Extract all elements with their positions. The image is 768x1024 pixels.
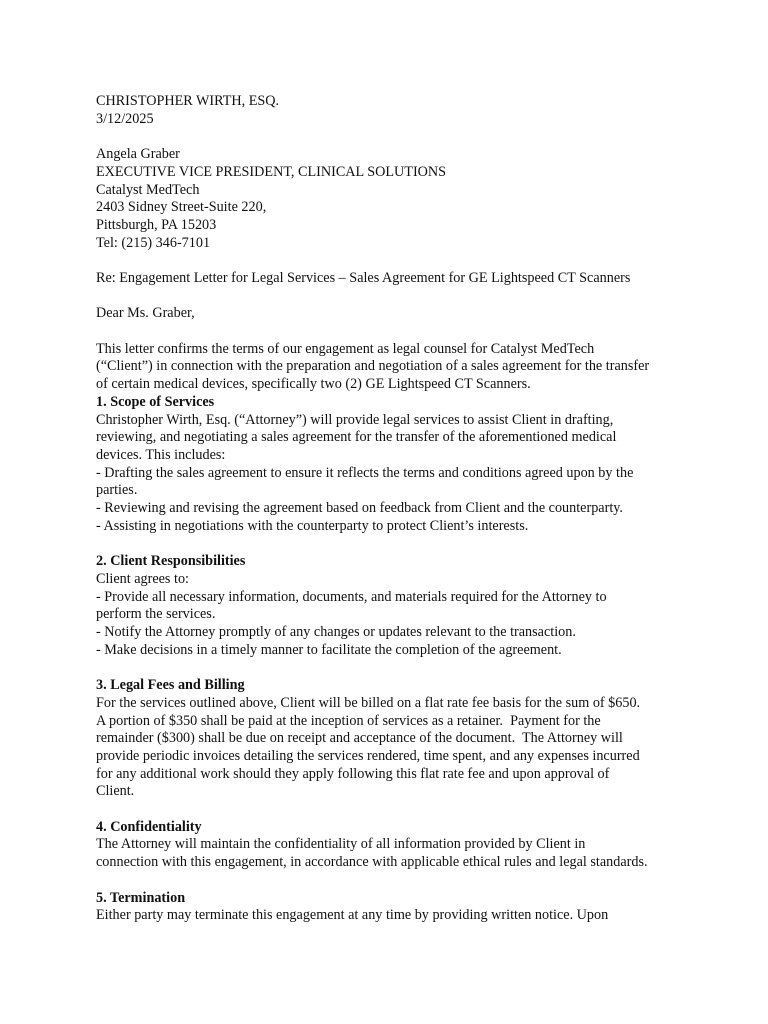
subject-line: Re: Engagement Letter for Legal Services – Sales Agreement for GE Lightspeed CT Scanners	[96, 270, 631, 286]
intro-paragraph	[96, 341, 686, 394]
section-termination	[96, 890, 686, 925]
section-heading: 4. Confidentiality	[96, 818, 202, 835]
spacer	[96, 872, 686, 890]
section-client-responsibilities	[96, 553, 686, 659]
section-line: Client.	[96, 783, 135, 800]
section-line: reviewing, and negotiating a sales agreement for the transfer of the aforementioned medical	[96, 429, 617, 446]
section-line: - Drafting the sales agreement to ensure it reflects the terms and conditions agreed upon by the	[96, 464, 634, 481]
spacer	[96, 323, 686, 341]
section-line: - Provide all necessary information, documents, and materials required for the Attorney to	[96, 588, 607, 605]
section-line: Christopher Wirth, Esq. (“Attorney”) will provide legal services to assist Client in drafting,	[96, 411, 614, 428]
section-line: - Reviewing and revising the agreement based on feedback from Client and the counterparty.	[96, 500, 623, 517]
spacer	[96, 128, 686, 146]
recipient-address-line2: Pittsburgh, PA 15203	[96, 216, 217, 233]
recipient-company: Catalyst MedTech	[96, 181, 200, 198]
section-heading: 2. Client Responsibilities	[96, 553, 246, 570]
recipient-address-line1: 2403 Sidney Street-Suite 220,	[96, 199, 267, 216]
letter-page	[96, 93, 686, 925]
intro-line: of certain medical devices, specifically two (2) GE Lightspeed CT Scanners.	[96, 376, 531, 393]
recipient-phone: Tel: (215) 346-7101	[96, 234, 211, 251]
section-confidentiality	[96, 819, 686, 872]
section-heading: 1. Scope of Services	[96, 393, 215, 410]
section-line: for any additional work should they apply following this flat rate fee and upon approval of	[96, 765, 610, 782]
spacer	[96, 659, 686, 677]
section-line: perform the services.	[96, 606, 216, 623]
recipient-title: EXECUTIVE VICE PRESIDENT, CLINICAL SOLUTIONS	[96, 163, 447, 180]
section-scope-of-services	[96, 394, 686, 536]
spacer	[96, 288, 686, 306]
section-line: A portion of $350 shall be paid at the inception of services as a retainer. Payment for the	[96, 712, 601, 729]
section-line: remainder ($300) shall be due on receipt and acceptance of the document. The Attorney will	[96, 730, 623, 747]
sender-name: CHRISTOPHER WIRTH, ESQ.	[96, 93, 280, 109]
section-legal-fees-and-billing	[96, 677, 686, 801]
section-line: - Assisting in negotiations with the counterparty to protect Client’s interests.	[96, 517, 529, 534]
recipient-block	[96, 146, 686, 252]
letter-date: 3/12/2025	[96, 110, 154, 127]
section-heading: 3. Legal Fees and Billing	[96, 677, 245, 694]
spacer	[96, 801, 686, 819]
salutation: Dear Ms. Graber,	[96, 305, 195, 322]
section-line: parties.	[96, 482, 138, 499]
section-line: provide periodic invoices detailing the services rendered, time spent, and any expenses incurred	[96, 747, 640, 764]
intro-line: (“Client”) in connection with the preparation and negotiation of a sales agreement for the transfer	[96, 358, 650, 375]
recipient-name: Angela Graber	[96, 146, 180, 163]
spacer	[96, 536, 686, 554]
section-line: connection with this engagement, in accordance with applicable ethical rules and legal standards.	[96, 854, 648, 871]
section-line: - Notify the Attorney promptly of any changes or updates relevant to the transaction.	[96, 624, 576, 641]
intro-line: This letter confirms the terms of our engagement as legal counsel for Catalyst MedTech	[96, 340, 595, 357]
section-line: Client agrees to:	[96, 570, 189, 587]
section-line: For the services outlined above, Client will be billed on a flat rate fee basis for the sum of $650.	[96, 694, 641, 711]
spacer	[96, 252, 686, 270]
section-heading: 5. Termination	[96, 889, 186, 906]
section-line: The Attorney will maintain the confidentiality of all information provided by Client in	[96, 836, 586, 853]
section-line: Either party may terminate this engagement at any time by providing written notice. Upon	[96, 907, 609, 924]
section-line: - Make decisions in a timely manner to facilitate the completion of the agreement.	[96, 641, 562, 658]
section-line: devices. This includes:	[96, 447, 226, 463]
